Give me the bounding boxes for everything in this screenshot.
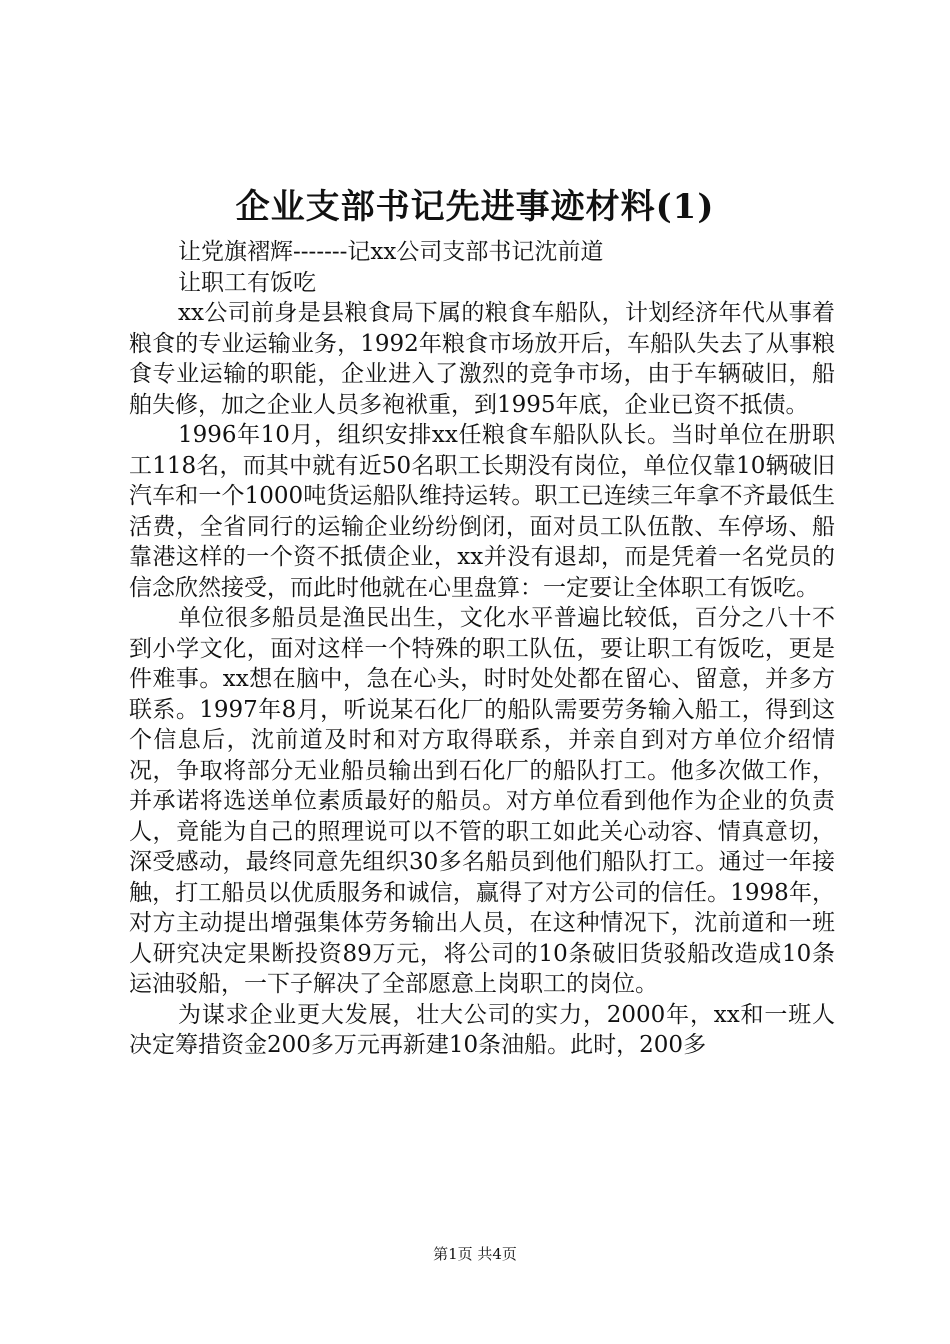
paragraph-2: 1996年10月，组织安排xx任粮食车船队队长。当时单位在册职工118名，而其中就有近50名职工长期没有岗位，单位仅靠10辆破旧汽车和一个1000吨货运船队维持运转。职工已连续三年拿不齐最低生活费，全省同行的运输企业纷纷倒闭，面对员工队伍散、车停场、船靠港这样的一个资不抵债企业，xx并没有退却，而是凭着一名党员的信念欣然接受，而此时他就在心里盘算：一定要让全体职工有饭吃。	[129, 422, 835, 601]
document-title: 企业支部书记先进事迹材料(1)	[235, 187, 715, 227]
document-body	[129, 237, 835, 1061]
paragraph-3: 单位很多船员是渔民出生，文化水平普遍比较低，百分之八十不到小学文化，面对这样一个特殊的职工队伍，要让职工有饭吃，更是件难事。xx想在脑中，急在心头，时时处处都在留心、留意，并多方联系。1997年8月，听说某石化厂的船队需要劳务输入船工，得到这个信息后，沈前道及时和对方取得联系，并亲自到对方单位介绍情况，争取将部分无业船员输出到石化厂的船队打工。他多次做工作，并承诺将选送单位素质最好的船员。对方单位看到他作为企业的负责人，竟能为自己的照理说可以不管的职工如此关心动容、情真意切，深受感动，最终同意先组织30多名船员到他们船队打工。通过一年接触，打工船员以优质服务和诚信，赢得了对方公司的信任。1998年，对方主动提出增强集体劳务输出人员，在这种情况下，沈前道和一班人研究决定果断投资89万元，将公司的10条破旧货驳船改造成10条运油驳船，一下子解决了全部愿意上岗职工的岗位。	[129, 605, 835, 997]
subtitle-line-2: 让职工有饭吃	[178, 269, 316, 296]
paragraph-4: 为谋求企业更大发展，壮大公司的实力，2000年，xx和一班人决定筹措资金200多万元再新建10条油船。此时，200多	[129, 1001, 835, 1058]
page-footer: 第1页 共4页	[433, 1245, 517, 1263]
subtitle-line-1: 让党旗褶辉-------记xx公司支部书记沈前道	[178, 239, 604, 265]
paragraph-1: xx公司前身是县粮食局下属的粮食车船队，计划经济年代从事着粮食的专业运输业务，1992年粮食市场放开后，车船队失去了从事粮食专业运输的职能，企业进入了激烈的竞争市场，由于车辆破旧，船舶失修，加之企业人员多袍袱重，到1995年底，企业已资不抵债。	[129, 300, 835, 418]
